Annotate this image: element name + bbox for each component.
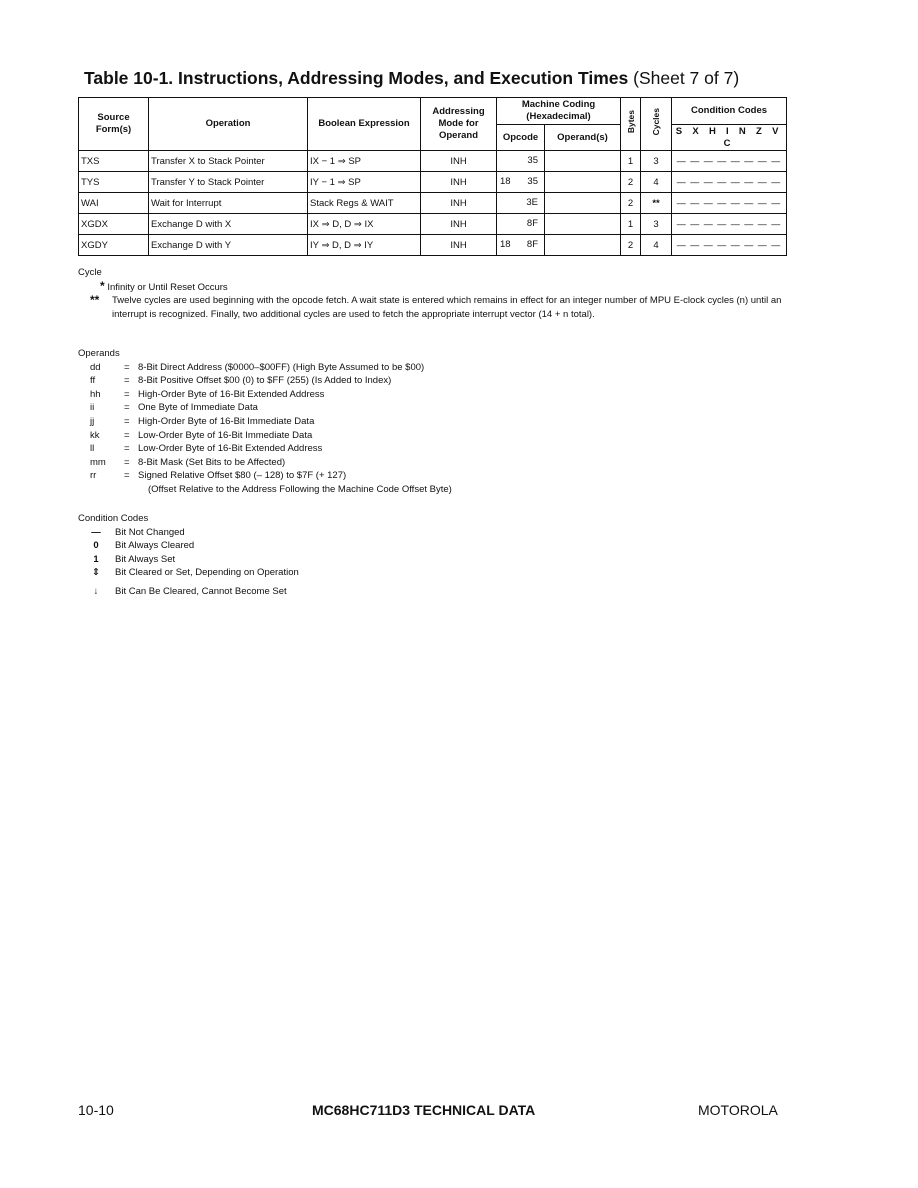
cell-cycles: 4 xyxy=(641,235,672,256)
operand-equals: = xyxy=(124,456,130,468)
document-title: MC68HC711D3 TECHNICAL DATA xyxy=(312,1102,536,1118)
operand-description: Low-Order Byte of 16-Bit Immediate Data xyxy=(138,429,313,441)
cell-boolean: IY ⇒ D, D ⇒ IY xyxy=(308,235,421,256)
header-source: Source Form(s) xyxy=(79,98,149,151)
list-item xyxy=(78,361,538,375)
table-title-main: Table 10-1. Instructions, Addressing Modes, and Execution Times xyxy=(84,68,629,88)
cell-mode: INH xyxy=(421,172,497,193)
list-item xyxy=(78,585,378,604)
condition-codes-heading: Condition Codes xyxy=(78,513,149,524)
cell-mode: INH xyxy=(421,151,497,172)
list-item xyxy=(78,539,378,553)
list-item xyxy=(78,401,538,415)
condition-code-description: Bit Cleared or Set, Depending on Operation xyxy=(115,567,299,579)
cycle-note1-mark: * xyxy=(100,278,105,293)
cell-opcode xyxy=(497,235,545,256)
table-title xyxy=(84,68,739,89)
condition-code-description: Bit Always Set xyxy=(115,553,176,565)
operand-equals: = xyxy=(124,429,130,441)
operand-description: 8-Bit Mask (Set Bits to be Affected) xyxy=(138,456,286,468)
cell-operation: Exchange D with X xyxy=(149,214,308,235)
table-row xyxy=(79,172,787,193)
brand-name: MOTOROLA xyxy=(698,1102,778,1118)
cycle-note1: Infinity or Until Reset Occurs xyxy=(107,281,228,293)
condition-code-symbol: ↓ xyxy=(93,586,99,598)
cell-condition-codes: — — — — — — — — xyxy=(672,151,787,172)
cell-condition-codes: — — — — — — — — xyxy=(672,235,787,256)
operand-equals: = xyxy=(124,470,130,482)
condition-code-symbol: — xyxy=(91,526,101,538)
header-operands: Operand(s) xyxy=(545,125,621,151)
table-row xyxy=(79,151,787,172)
operand-description: High-Order Byte of 16-Bit Extended Address xyxy=(138,388,325,400)
operands-legend xyxy=(78,347,538,497)
cell-operation: Exchange D with Y xyxy=(149,235,308,256)
cell-source: XGDY xyxy=(79,235,149,256)
cell-condition-codes: — — — — — — — — xyxy=(672,193,787,214)
operand-key: mm xyxy=(90,456,106,468)
operands-heading: Operands xyxy=(78,348,120,359)
condition-code-symbol: 1 xyxy=(93,553,99,565)
condition-code-description: Bit Not Changed xyxy=(115,526,185,538)
operand-equals: = xyxy=(124,375,130,387)
cell-source: TXS xyxy=(79,151,149,172)
cell-source: TYS xyxy=(79,172,149,193)
page-number: 10-10 xyxy=(78,1102,114,1118)
header-operation: Operation xyxy=(149,98,308,151)
cell-source: XGDX xyxy=(79,214,149,235)
cell-mode: INH xyxy=(421,235,497,256)
operand-equals: = xyxy=(124,388,130,400)
cell-source: WAI xyxy=(79,193,149,214)
condition-codes-legend xyxy=(78,512,378,604)
cell-mode: INH xyxy=(421,214,497,235)
cell-opcode-value: 35 xyxy=(527,155,538,166)
list-item xyxy=(78,469,538,483)
table-row xyxy=(79,235,787,256)
cell-opcode-value: 8F xyxy=(526,218,538,229)
operand-description: One Byte of Immediate Data xyxy=(138,402,258,414)
cell-operand xyxy=(545,193,621,214)
cell-boolean: IX ⇒ D, D ⇒ IX xyxy=(308,214,421,235)
list-item xyxy=(78,526,378,540)
operand-description: 8-Bit Direct Address ($0000–$00FF) (High Byte Assumed to be $00) xyxy=(138,361,425,373)
cell-operand xyxy=(545,172,621,193)
operand-equals: = xyxy=(124,443,130,455)
cell-bytes: 1 xyxy=(621,214,641,235)
header-addressing: Addressing Mode for Operand xyxy=(421,98,497,151)
header-cc-bits: S X H I N Z V C xyxy=(672,125,787,151)
cell-cycles: 3 xyxy=(641,151,672,172)
cell-opcode xyxy=(497,214,545,235)
operand-key: kk xyxy=(90,429,100,441)
table-row xyxy=(79,193,787,214)
list-item xyxy=(78,442,538,456)
instruction-table xyxy=(78,97,787,256)
cell-bytes: 2 xyxy=(621,172,641,193)
cycle-note2-mark: ** xyxy=(90,293,100,308)
list-item xyxy=(78,388,538,402)
cell-opcode-value: 3E xyxy=(526,197,538,208)
cell-opcode xyxy=(497,151,545,172)
header-opcode: Opcode xyxy=(497,125,545,151)
cell-boolean: IX − 1 ⇒ SP xyxy=(308,151,421,172)
condition-code-description: Bit Always Cleared xyxy=(115,540,195,552)
list-item xyxy=(78,415,538,429)
list-item xyxy=(78,553,378,567)
operand-key: ll xyxy=(90,443,95,455)
operand-equals: = xyxy=(124,415,130,427)
cell-operation: Wait for Interrupt xyxy=(149,193,308,214)
operand-key: jj xyxy=(90,415,95,427)
cell-bytes: 2 xyxy=(621,235,641,256)
cell-opcode-value: 35 xyxy=(527,176,538,187)
operand-description: Low-Order Byte of 16-Bit Extended Address xyxy=(138,443,323,455)
operand-equals: = xyxy=(124,361,130,373)
cell-condition-codes: — — — — — — — — xyxy=(672,214,787,235)
operand-key: dd xyxy=(90,361,101,373)
cell-opcode-value: 8F xyxy=(526,239,538,250)
cell-prebyte: 18 xyxy=(500,176,511,187)
table-title-sheet: (Sheet 7 of 7) xyxy=(633,68,740,88)
cell-operand xyxy=(545,151,621,172)
operand-key: hh xyxy=(90,388,101,400)
cell-bytes: 1 xyxy=(621,151,641,172)
cell-boolean: Stack Regs & WAIT xyxy=(308,193,421,214)
header-machine-coding: Machine Coding (Hexadecimal) xyxy=(497,98,621,125)
operand-description: 8-Bit Positive Offset $00 (0) to $FF (255) (Is Added to Index) xyxy=(138,375,392,387)
cell-condition-codes: — — — — — — — — xyxy=(672,172,787,193)
header-boolean: Boolean Expression xyxy=(308,98,421,151)
cell-prebyte: 18 xyxy=(500,239,511,250)
cell-opcode xyxy=(497,193,545,214)
list-item xyxy=(78,456,538,470)
condition-code-symbol: ⇕ xyxy=(92,567,100,579)
header-cycles: Cycles xyxy=(641,98,672,151)
cell-operation: Transfer X to Stack Pointer xyxy=(149,151,308,172)
cycle-note2: Twelve cycles are used beginning with the opcode fetch. A wait state is entered which remains in effect for an integer number of MPU E-clock cycles (n) until an interrupt is recognized. Finally, two additional cycles are used to fetch the appropriate interrupt vector (14 + n total). xyxy=(112,295,782,320)
cell-cycles: ** xyxy=(641,193,672,214)
list-item xyxy=(78,374,538,388)
rr-continuation: (Offset Relative to the Address Following the Machine Code Offset Byte) xyxy=(148,483,452,495)
list-item xyxy=(78,566,378,585)
operand-key: ii xyxy=(90,402,95,414)
header-bytes: Bytes xyxy=(621,98,641,151)
operand-equals: = xyxy=(124,402,130,414)
header-condition-codes: Condition Codes xyxy=(672,98,787,125)
cell-cycles: 4 xyxy=(641,172,672,193)
cycle-notes xyxy=(78,266,790,321)
cell-cycles: 3 xyxy=(641,214,672,235)
operand-key: ff xyxy=(90,375,96,387)
cell-boolean: IY − 1 ⇒ SP xyxy=(308,172,421,193)
cell-operand xyxy=(545,235,621,256)
condition-code-description: Bit Can Be Cleared, Cannot Become Set xyxy=(115,586,287,598)
cell-opcode xyxy=(497,172,545,193)
operand-description: High-Order Byte of 16-Bit Immediate Data xyxy=(138,415,315,427)
cycle-heading: Cycle xyxy=(78,267,102,278)
cell-operand xyxy=(545,214,621,235)
table-row xyxy=(79,214,787,235)
operand-key: rr xyxy=(90,470,97,482)
cell-bytes: 2 xyxy=(621,193,641,214)
list-item xyxy=(78,429,538,443)
cell-mode: INH xyxy=(421,193,497,214)
operand-description: Signed Relative Offset $80 (– 128) to $7F (+ 127) xyxy=(138,470,347,482)
cell-operation: Transfer Y to Stack Pointer xyxy=(149,172,308,193)
condition-code-symbol: 0 xyxy=(93,540,99,552)
